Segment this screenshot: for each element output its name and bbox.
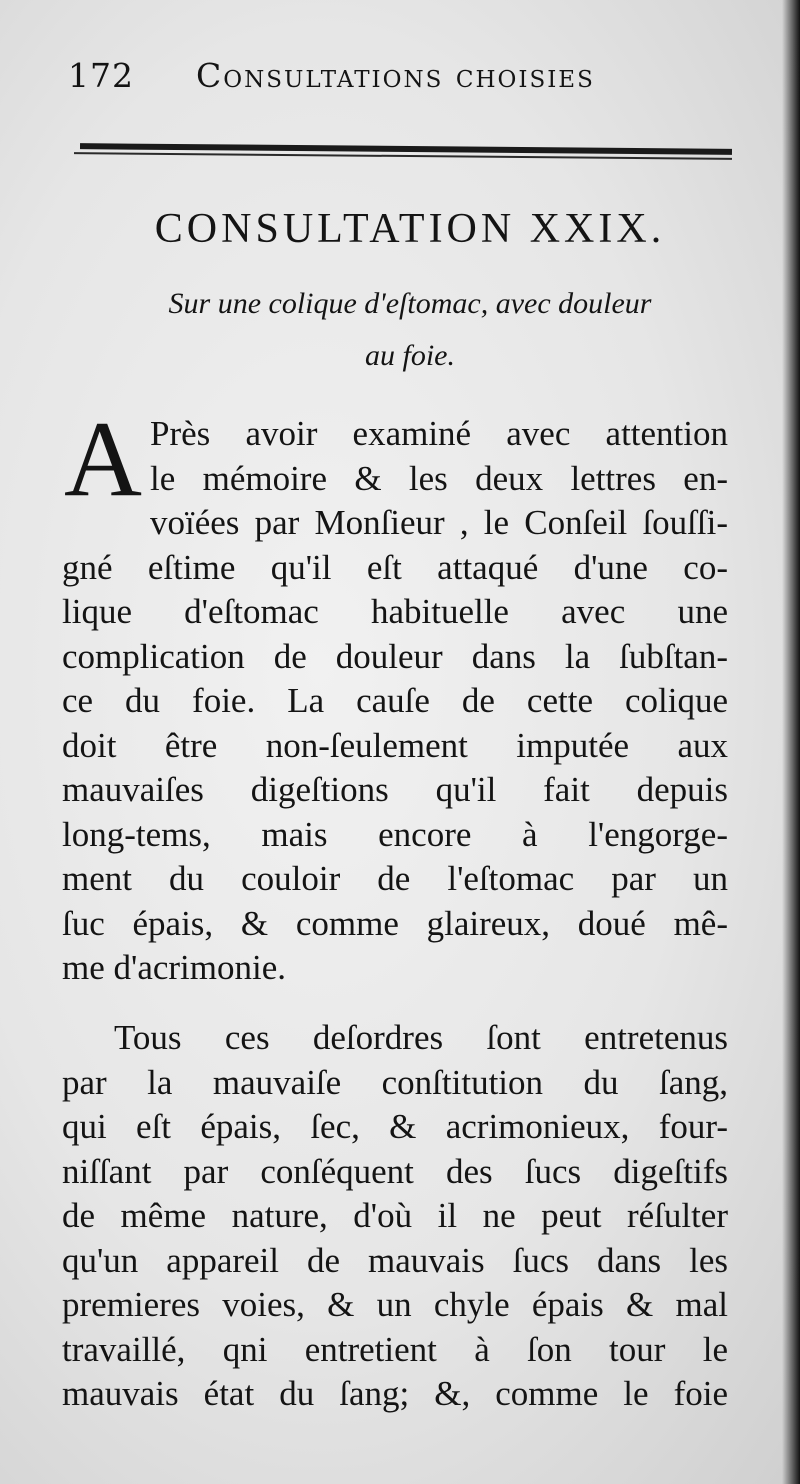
text-line: Tous ces deſordres ſont entretenus <box>114 1018 728 1057</box>
drop-cap: A <box>64 400 142 519</box>
running-head <box>68 44 728 100</box>
subtitle-line-1: Sur une colique d'eſtomac, avec douleur <box>168 287 652 320</box>
text-line: le mémoire & les deux lettres en- <box>150 458 728 498</box>
text-line: lique d'eſtomac habituelle avec une <box>62 592 728 631</box>
text-line: doit être non-ſeulement imputée aux <box>62 725 728 765</box>
text-line: long-tems, mais encore à l'engorge- <box>62 814 728 854</box>
text-line: ce du foie. La cauſe de cette colique <box>62 681 728 720</box>
consultation-subtitle <box>60 278 760 382</box>
text-line: de même nature, d'où il ne peut réſulter <box>62 1196 728 1235</box>
text-line: travaillé, qni entretient à ſon tour le <box>62 1329 728 1369</box>
binding-shadow <box>782 0 800 1484</box>
text-line: qu'un appareil de mauvais ſucs dans les <box>62 1240 728 1280</box>
text-line: niſſant par conſéquent des ſucs digeſtifs <box>62 1151 728 1191</box>
text-line: ment du couloir de l'eſtomac par un <box>62 859 728 898</box>
text-line: par la mauvaiſe conſtitution du ſang, <box>62 1062 728 1102</box>
text-line: premieres voies, & un chyle épais & mal <box>62 1285 728 1324</box>
header-rule <box>74 144 732 160</box>
paragraph-2 <box>62 1016 728 1417</box>
text-line: Près avoir examiné avec attention <box>150 414 728 453</box>
text-line: gné eſtime qu'il eſt attaqué d'une co- <box>62 547 728 587</box>
subtitle-line-2: au foie. <box>365 339 455 372</box>
text-line: qui eſt épais, ſec, & acrimonieux, four- <box>62 1107 728 1146</box>
text-line: mauvaiſes digeſtions qu'il fait depuis <box>62 770 728 809</box>
text-line: ſuc épais, & comme glaireux, doué mê- <box>62 903 728 943</box>
text-line: me d'acrimonie. <box>62 948 286 987</box>
paragraph-1 <box>62 400 728 991</box>
text-line: mauvais état du ſang; &, comme le foie <box>62 1374 728 1413</box>
consultation-heading: CONSULTATION XXIX. <box>154 206 666 252</box>
page-number: 172 <box>68 56 134 95</box>
running-title: Consultations choisies <box>196 56 595 95</box>
text-line: voïées par Monſieur , le Conſeil ſouſſi- <box>150 503 728 542</box>
text-line: complication de douleur dans la ſubſtan- <box>62 636 728 676</box>
